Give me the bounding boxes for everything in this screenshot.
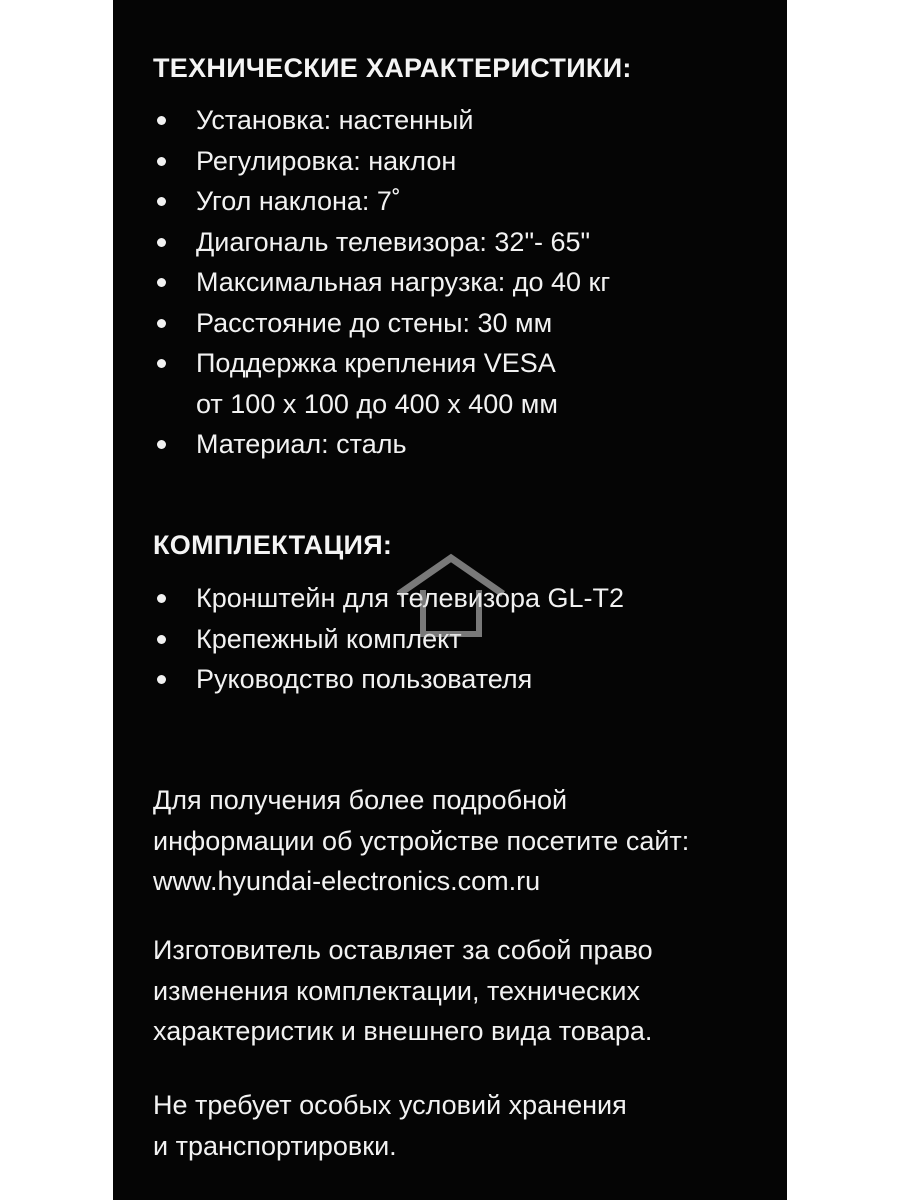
spec-item-vesa bbox=[153, 343, 610, 424]
spec-item-vesa-line1: Поддержка крепления VESA bbox=[196, 348, 556, 378]
package-item-bracket: Кронштейн для телевизора GL-T2 bbox=[153, 578, 624, 619]
storage-line-1: Не требует особых условий хранения bbox=[153, 1090, 627, 1120]
info-line-1: Для получения более подробной bbox=[153, 785, 568, 815]
spec-item-max-load: Максимальная нагрузка: до 40 кг bbox=[153, 262, 610, 303]
package-heading: КОМПЛЕКТАЦИЯ: bbox=[153, 530, 393, 560]
product-spec-panel bbox=[113, 0, 787, 1200]
info-line-2: информации об устройстве посетите сайт: bbox=[153, 825, 690, 856]
spec-item-adjustment: Регулировка: наклон bbox=[153, 141, 610, 182]
disclaimer-line-1: Изготовитель оставляет за собой право bbox=[153, 935, 653, 965]
disclaimer-paragraph bbox=[153, 930, 653, 1052]
specs-heading: ТЕХНИЧЕСКИЕ ХАРАКТЕРИСТИКИ: bbox=[153, 53, 632, 83]
house-outline-icon bbox=[391, 550, 511, 640]
spec-item-material: Материал: сталь bbox=[153, 424, 610, 465]
spec-item-tilt-angle: Угол наклона: 7˚ bbox=[153, 181, 610, 222]
storage-paragraph bbox=[153, 1085, 627, 1166]
spec-item-tv-diagonal: Диагональ телевизора: 32"- 65" bbox=[153, 222, 610, 263]
spec-item-installation: Установка: настенный bbox=[153, 100, 610, 141]
website-url: www.hyundai-electronics.com.ru bbox=[153, 866, 541, 896]
package-item-fasteners: Крепежный комплект bbox=[153, 619, 624, 660]
spec-item-vesa-line2: от 100 х 100 до 400 х 400 мм bbox=[196, 388, 558, 419]
specs-list bbox=[153, 100, 610, 465]
info-paragraph bbox=[153, 780, 689, 902]
storage-line-2: и транспортировки. bbox=[153, 1130, 397, 1161]
package-list bbox=[153, 578, 624, 700]
disclaimer-line-2: изменения комплектации, технических bbox=[153, 975, 640, 1006]
disclaimer-line-3: характеристик и внешнего вида товара. bbox=[153, 1016, 653, 1046]
package-item-manual: Руководство пользователя bbox=[153, 659, 624, 700]
spec-item-wall-distance: Расстояние до стены: 30 мм bbox=[153, 303, 610, 344]
